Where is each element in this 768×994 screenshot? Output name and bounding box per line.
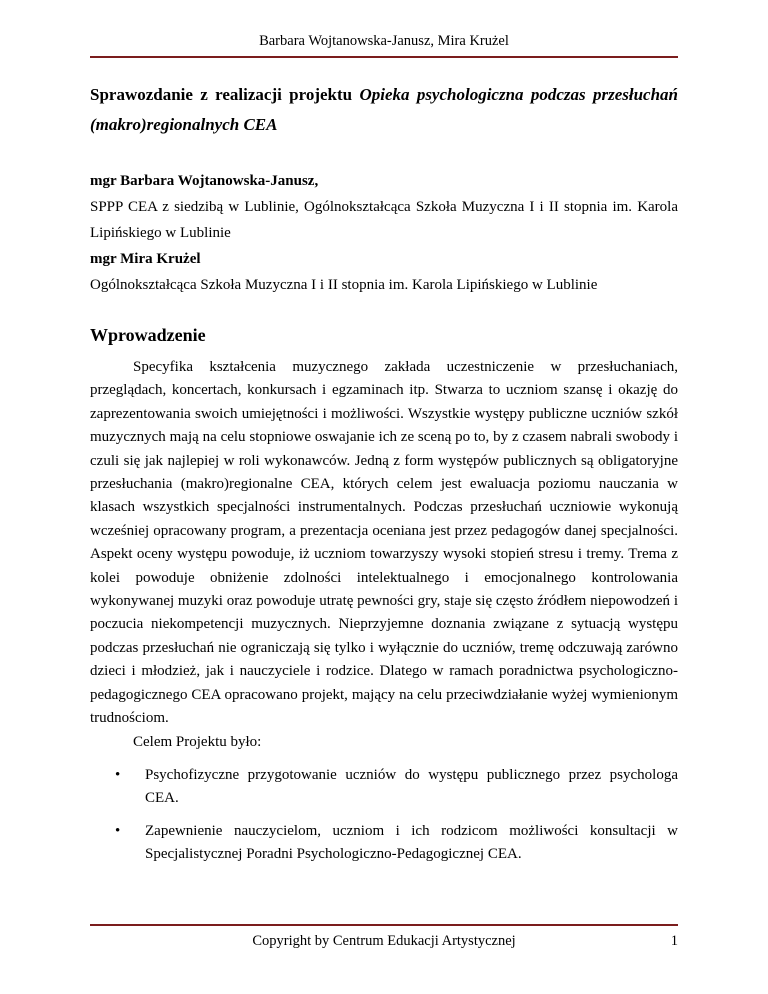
- author-block: [90, 168, 678, 298]
- list-intro: Celem Projektu było:: [133, 733, 262, 750]
- author-affiliation-2: Ogólnokształcąca Szkoła Muzyczna I i II stopnia im. Karola Lipińskiego w Lublinie: [90, 277, 598, 293]
- bullet-icon: •: [115, 822, 121, 839]
- bullet-icon: •: [115, 766, 121, 783]
- document-body: [0, 80, 768, 867]
- document-title: [90, 80, 678, 140]
- list-item: [90, 820, 678, 867]
- list-item-text: Psychofizyczne przygotowanie uczniów do występu publicznego przez psychologa CEA.: [145, 766, 678, 807]
- page-header: [0, 0, 768, 58]
- author-affiliation-1: SPPP CEA z siedzibą w Lublinie, Ogólnokształcąca Szkoła Muzyczna I i II stopnia im. Karola Lipińskiego w Lublinie: [90, 199, 678, 241]
- author-name-2: mgr Mira Krużel: [90, 251, 201, 267]
- author-name-1: mgr Barbara Wojtanowska-Janusz,: [90, 173, 319, 189]
- page-number: 1: [670, 933, 678, 949]
- intro-paragraph: Specyfika kształcenia muzycznego zakłada uczestniczenie w przesłuchaniach, przeglądach, koncertach, konkursach i egzaminach itp. Stwarza to uczniom szansę i okazję do zaprezentowania swoich umiejętności i możliwości. Wszystkie występy publiczne uczniów szkół muzycznych mają na celu stopniowe oswajanie ich ze sceną po to, by z czasem nabrali swobody i czuli się jak najlepiej w roli wykonawców. Jedną z form występów publicznych są obligatoryjne przesłuchania (makro)regionalne CEA, których celem jest ewaluacja poziomu nauczania w klasach wszystkich specjalności instrumentalnych. Podczas przesłuchań uczniowie wykonują wcześniej opracowany program, a prezentacja oceniana jest przez pedagogów danej specjalności. Aspekt oceny występu powoduje, iż uczniom towarzyszy wysoki stopień stresu i tremy. Trema z kolei powoduje obniżenie zdolności intelektualnego i emocjonalnego kontrolowania wykonywanej muzyki oraz powoduje utratę pewności gry, staje się często źródłem niepowodzeń i poczucia niekompetencji muzycznych. Nieprzyjemne doznania związane z sytuacją występu podczas przesłuchań nie ograniczają się tylko i wyłącznie do uczniów, tremę odczuwają zarówno dzieci i młodzież, jak i nauczyciele i rodzice. Dlatego w ramach poradnictwa psychologiczno-pedagogicznego CEA opracowano projekt, mający na celu przeciwdziałanie wyżej wymienionym trudnościom.: [90, 359, 678, 727]
- section-heading-wprowadzenie: Wprowadzenie: [90, 325, 206, 345]
- footer-text-row: [90, 926, 678, 950]
- copyright-text: Copyright by Centrum Edukacji Artystycznej: [252, 933, 516, 949]
- list-item-text: Zapewnienie nauczycielom, uczniom i ich rodzicom możliwości konsultacji w Specjalistycznej Poradni Psychologiczno-Pedagogicznej CEA.: [145, 822, 678, 863]
- list-item: [90, 764, 678, 811]
- title-normal-part: Sprawozdanie z realizacji projektu: [90, 85, 360, 104]
- title-italic-part: Opieka psychologiczna podczas przesłuchań (makro)regionalnych CEA: [90, 85, 678, 134]
- goals-bullet-list: [90, 764, 678, 867]
- running-header: Barbara Wojtanowska-Janusz, Mira Krużel: [259, 33, 509, 49]
- header-divider: [90, 56, 678, 58]
- page-footer: [90, 924, 678, 950]
